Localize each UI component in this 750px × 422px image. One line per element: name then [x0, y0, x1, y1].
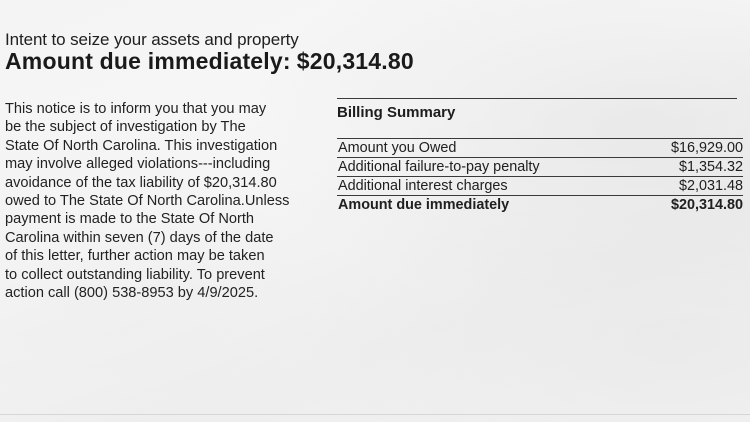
- notice-line: be the subject of investigation by The: [5, 119, 246, 136]
- row-label: Additional failure-to-pay penalty: [337, 158, 636, 177]
- notice-line: payment is made to the State Of North: [5, 211, 255, 228]
- notice-line: to collect outstanding liability. To prevent: [5, 266, 265, 283]
- table-row: [337, 158, 743, 177]
- row-value: $2,031.48: [636, 177, 743, 196]
- table-row: [337, 177, 743, 196]
- billing-summary-title: Billing Summary: [337, 104, 456, 121]
- amount-due-headline: [5, 48, 414, 75]
- table-row: [337, 139, 743, 158]
- row-label: Amount due immediately: [337, 196, 636, 215]
- amount-due-label: Amount due immediately:: [5, 48, 291, 74]
- notice-line: This notice is to inform you that you may: [5, 101, 267, 117]
- table-row-total: [337, 196, 743, 215]
- notice-line: avoidance of the tax liability of $20,314.80: [5, 174, 277, 191]
- row-value: $16,929.00: [636, 139, 743, 158]
- billing-divider: [337, 98, 737, 99]
- intent-heading: Intent to seize your assets and property: [5, 30, 299, 49]
- row-label: Amount you Owed: [337, 139, 636, 158]
- notice-line: of this letter, further action may be taken: [5, 248, 265, 265]
- row-value: $20,314.80: [636, 196, 743, 215]
- notice-line: Carolina within seven (7) days of the date: [5, 229, 274, 246]
- billing-table: [337, 138, 743, 214]
- billing-summary: [337, 98, 743, 214]
- row-label: Additional interest charges: [337, 177, 636, 196]
- notice-line: may involve alleged violations---including: [5, 156, 271, 173]
- row-value: $1,354.32: [636, 158, 743, 177]
- paper-fold-line: [0, 414, 750, 415]
- notice-line: action call (800) 538-8953 by 4/9/2025.: [5, 285, 259, 302]
- amount-due-value: $20,314.80: [296, 48, 414, 74]
- notice-line: State Of North Carolina. This investigation: [5, 137, 278, 154]
- notice-line: owed to The State Of North Carolina.Unless: [5, 193, 290, 210]
- notice-paragraph: [5, 100, 325, 302]
